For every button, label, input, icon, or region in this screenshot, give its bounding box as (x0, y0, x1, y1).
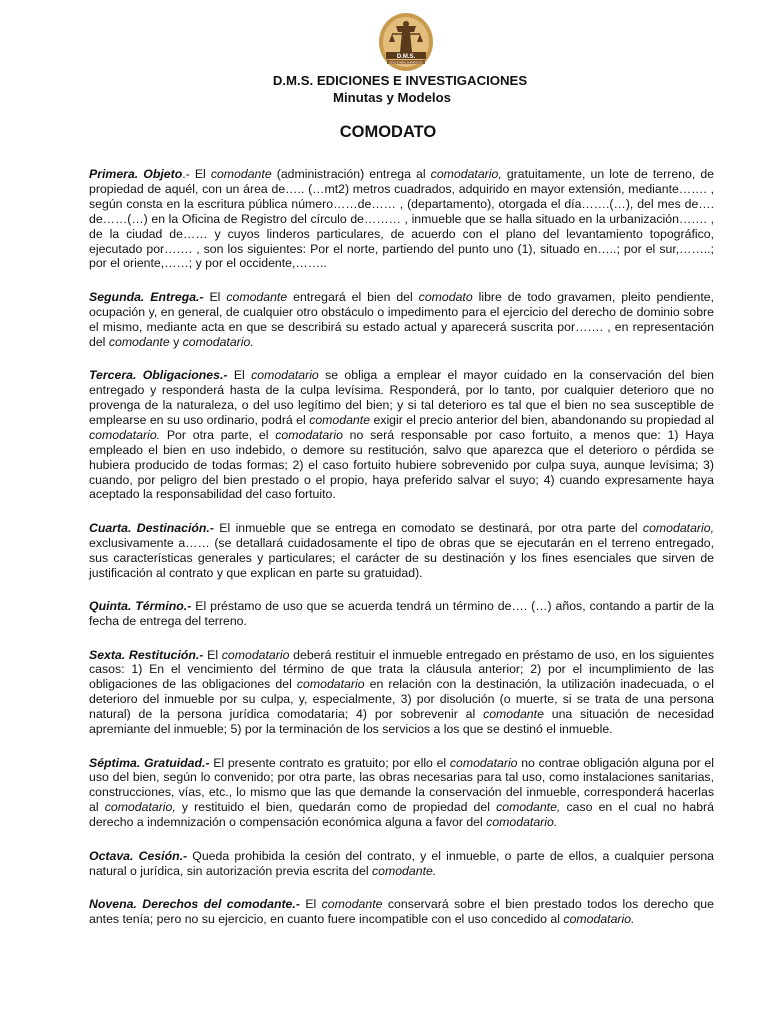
clause-heading: Octava. Cesión.- (89, 848, 188, 863)
organization-name: D.M.S. EDICIONES E INVESTIGACIONES (272, 73, 528, 88)
clauses-body (89, 167, 714, 946)
emphasized-term: comodante. (371, 863, 437, 878)
logo-subtext: EDICIONES JURIDICAS (389, 60, 423, 65)
clause-heading: Quinta. Término.- (89, 599, 192, 614)
clause-heading: Novena. Derechos del comodante.- (89, 897, 300, 912)
emphasized-term: comodatario (275, 427, 343, 442)
clause-heading: Primera. Objeto (89, 167, 183, 181)
emphasized-term: comodatario (296, 677, 365, 692)
emphasized-term: comodante (108, 334, 170, 349)
clause-paragraph: Octava. Cesión.- Queda prohibida la cesión del contrato, y el inmueble, o parte de ellos, a cualquier persona natural o jurídica, sin autorización previa escrita del comodante. (89, 848, 715, 878)
emphasized-term: comodante, (496, 800, 561, 815)
clause-paragraph: Quinta. Término.- El préstamo de uso que se acuerda tendrá un término de…. (…) años, contando a partir de la fecha de entrega del terreno. (89, 599, 714, 629)
emphasized-term: comodante (309, 412, 371, 427)
document-subtitle: Minutas y Modelos (333, 90, 451, 105)
emphasized-term: comodante (226, 289, 288, 304)
clause-paragraph: Cuarta. Destinación.- El inmueble que se entrega en comodato se destinará, por otra parte del comodatario, exclusivamente a…… (se detallará cuidadosamente el tipo de obras que se ejecutarán en el terreno entregado, sus características generales y particulares; el carácter de su destinación y los fines esenciales que sirven de justificación al contrato y que explican en parte su gratuidad). (89, 520, 715, 580)
emphasized-term: comodante (483, 707, 544, 722)
clause-paragraph: Tercera. Obligaciones.- El comodatario se obliga a emplear el mayor cuidado en la conservación del bien entregado y responderá hasta de la culpa levísima. Responderá, por lo tanto, por cualquier deterioro que no provenga de la naturaleza, o del uso legítimo del bien; y si tal deterioro es tal que el bien no sea susceptible de emplearse en su uso ordinario, podrá el comodante exigir el precio anterior del bien, abandonando su propiedad al comodatario. Por otra parte, el comodatario no será responsable por caso fortuito, a menos que: 1) Haya empleado el bien en uso indebido, o demore su restitución, salvo que aparezca que el deterioro o pérdida se hubiera producido de todas formas; 2) el caso fortuito hubiere sobrevenido por culpa suya, aunque levísima; 3) cuando, por peligro del bien prestado o el propio, haya preferido salvar el suyo; 4) cuando expresamente haya aceptado la responsabilidad del caso fortuito. (89, 368, 715, 502)
emphasized-term: comodatario, (104, 800, 176, 815)
emphasized-term: comodatario (221, 647, 290, 662)
emphasized-term: comodatario (449, 755, 518, 770)
clause-paragraph: Segunda. Entrega.- El comodante entregará el bien del comodato libre de todo gravamen, pleito pendiente, ocupación y, en general, de cualquier otro obstáculo o impedimento para el ejercicio del derecho de dominio sobre el mismo, mediante acta en que se describirá su estado actual y aparecerá suscrita por……. , en representación del comodante y comodatario. (89, 289, 714, 349)
emphasized-term: comodatario, (430, 167, 502, 181)
emphasized-term: comodatario. (563, 912, 635, 926)
clause-heading: Cuarta. Destinación.- (89, 520, 214, 535)
emphasized-term: comodatario. (89, 427, 161, 442)
document-title: COMODATO (339, 123, 437, 141)
clause-paragraph: Novena. Derechos del comodante.- El comodante conservará sobre el bien prestado todos los derecho que antes tenía; pero no su ejercicio, en cuanto fuere incompatible con el uso concedido al comodatario. (89, 897, 714, 926)
clause-heading: Séptima. Gratuidad.- (89, 755, 210, 770)
emphasized-term: comodante (210, 167, 272, 181)
dms-logo (378, 12, 434, 72)
emphasized-term: comodatario (251, 368, 319, 383)
emphasized-term: comodatario, (642, 520, 715, 535)
clause-heading: Segunda. Entrega.- (89, 289, 204, 304)
emphasized-term: comodatario. (486, 815, 558, 830)
clause-paragraph: Séptima. Gratuidad.- El presente contrato es gratuito; por ello el comodatario no contrae obligación alguna por el uso del bien, según lo convenido; por otra parte, las obras necesarias para tal uso, como instalaciones sanitarias, construcciones, vías, etc., lo mismo que las que demande la conservación del inmueble, corresponderá hacerlas al comodatario, y restituido el bien, quedarán como de propiedad del comodante, caso en el cual no habrá derecho a indemnización o compensación económica alguna a favor del comodatario. (89, 755, 714, 830)
clause-paragraph: Sexta. Restitución.- El comodatario deberá restituir el inmueble entregado en préstamo de uso, en los siguientes casos: 1) En el vencimiento del término de que trata la cláusula anterior; 2) por el incumplimiento de las obligaciones de las obligaciones del comodatario en relación con la destinación, la utilización inadecuada, o el deterioro del inmueble por su culpa, y, especialmente, 3) por disolución (o muerte, si se trata de una persona natural) de la persona jurídica comodataria; 4) por sobrevenir al comodante una situación de necesidad apremiante del inmueble; 5) por la terminación de los servicios a los que se destinó el inmueble. (89, 647, 715, 737)
clause-heading: Tercera. Obligaciones.- (89, 368, 228, 383)
emphasized-term: comodante (321, 897, 383, 912)
emphasized-term: comodatario. (182, 334, 254, 349)
clause-paragraph: Primera. Objeto.- El comodante (administración) entrega al comodatario, gratuitamente, un lote de terreno, de propiedad de aquél, con un área de….. (…mt2) metros cuadrados, adquirido en mayor extensión, mediante……. , según consta en la escritura pública número……de…… , (departamento), otorgada el día…….(…), del mes de…. de……(…) en la Oficina de Registro del círculo de……… , inmueble que se halla situado en la urbanización……. , de la ciudad de…… y cuyos linderos particulares, de acuerdo con el plano del levantamiento topográfico, ejecutado por……. , son los siguientes: Por el norte, partiendo del punto uno (1), situado en…..; por el sur,……..; por el oriente,……; y por el occidente,…….. (89, 167, 714, 271)
clause-heading: Sexta. Restitución.- (89, 647, 204, 662)
logo-text: D.M.S. (396, 54, 416, 60)
emphasized-term: comodato (418, 289, 473, 304)
